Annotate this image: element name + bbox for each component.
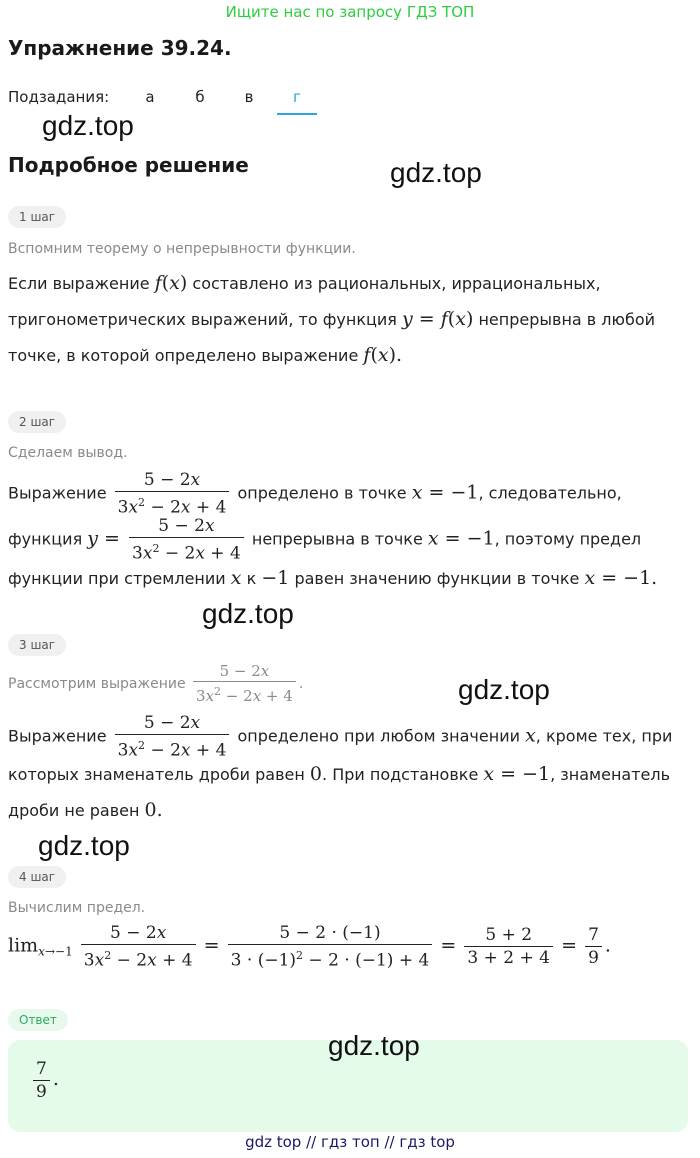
- step-text: определено при любом значении: [237, 726, 520, 746]
- math-expression: f: [440, 308, 448, 330]
- section-title: Подробное решение: [8, 153, 249, 177]
- math-expression: x: [377, 344, 389, 366]
- step-hint: Сделаем вывод.: [8, 445, 128, 461]
- math-expression: .: [604, 934, 611, 957]
- step-text: Выражение: [8, 726, 107, 746]
- answer-denominator: 9: [33, 1080, 50, 1103]
- math-expression: (: [447, 308, 456, 330]
- subtask-tab-a[interactable]: а: [145, 88, 155, 106]
- step-text: , кроме тех, при: [535, 726, 673, 746]
- fraction: $\frac{5 - 2 \cdot (-1)}{3 \cdot (-1)^2 - 2 \cdot (-1) + 4}$: [228, 922, 433, 972]
- fraction: $\frac{5 - 2x}{3x^2 - 2x + 4}$: [193, 662, 296, 706]
- math-expression: x: [411, 481, 423, 504]
- step-text: точке, в которой определено выражение: [8, 346, 359, 365]
- subtask-tab-v[interactable]: в: [244, 88, 254, 106]
- fraction: $\frac{5 - 2x}{3x^2 - 2x + 4}$: [115, 469, 230, 519]
- watermark: gdz.top: [458, 674, 550, 705]
- math-expression: 0: [309, 763, 323, 785]
- step-badge: 2 шаг: [8, 411, 66, 433]
- math-expression: = −1: [494, 763, 551, 785]
- fraction: $\frac{5 + 2}{3 + 2 + 4}$: [464, 924, 553, 969]
- math-expression: (: [370, 344, 378, 366]
- step-text: равен значению функции в точке: [294, 569, 580, 588]
- step-text-line: [8, 662, 303, 706]
- step-text-line: [8, 344, 402, 366]
- watermark: gdz.top: [390, 157, 482, 188]
- step-text: Выражение: [8, 483, 107, 503]
- step-text: которых знаменатель дроби равен: [8, 765, 305, 784]
- math-expression: = −1: [438, 527, 495, 550]
- math-expression: (: [161, 272, 170, 294]
- math-expression: ): [179, 272, 188, 294]
- step-text: непрерывна в любой: [478, 310, 656, 329]
- math-expression: =: [440, 934, 457, 957]
- footer: gdz top // гдз топ // гдз top: [245, 1133, 455, 1151]
- math-expression: =: [412, 308, 441, 330]
- math-expression: lim: [8, 934, 39, 957]
- step-text: к: [246, 569, 257, 588]
- subtask-tab-g[interactable]: г: [293, 88, 301, 106]
- fraction: $\frac{5 - 2x}{3x^2 - 2x + 4}$: [81, 922, 196, 972]
- step-text-line: [8, 469, 622, 519]
- math-expression: −1: [261, 567, 290, 589]
- math-expression: x: [427, 527, 439, 550]
- step-text: , знаменатель: [550, 765, 671, 784]
- math-expression: 0.: [144, 799, 163, 821]
- step-text: определено в точке: [237, 483, 407, 503]
- top-banner: Ищите нас по запросу ГДЗ ТОП: [225, 3, 475, 21]
- answer-fraction: [33, 1058, 50, 1103]
- watermark: gdz.top: [202, 598, 294, 629]
- math-expression: x: [38, 944, 45, 959]
- math-expression: =: [203, 934, 220, 957]
- math-expression: x: [525, 724, 536, 747]
- math-expression: = −1.: [595, 567, 658, 589]
- fraction: $\frac{5 - 2x}{3x^2 - 2x + 4}$: [129, 515, 244, 565]
- limit-equation: [8, 922, 611, 972]
- step-text-line: [8, 515, 641, 565]
- step-text: , поэтому предел: [494, 529, 642, 549]
- step-text-line: [8, 308, 655, 330]
- fraction: $\frac{5 - 2x}{3x^2 - 2x + 4}$: [115, 712, 230, 762]
- step-text: составлено из рациональных, иррациональных,: [192, 274, 601, 293]
- watermark: gdz.top: [42, 110, 134, 141]
- step-text: Если выражение: [8, 274, 150, 293]
- math-expression: f: [154, 272, 162, 294]
- step-badge: 4 шаг: [8, 866, 66, 888]
- step-text: функции при стремлении: [8, 569, 226, 588]
- step-text: , следовательно,: [478, 483, 622, 503]
- step-hint: Рассмотрим выражение: [8, 676, 186, 692]
- math-expression: .: [52, 1068, 59, 1090]
- math-expression: y: [402, 308, 413, 330]
- watermark: gdz.top: [328, 1030, 420, 1061]
- step-badge: 1 шаг: [8, 206, 66, 228]
- math-expression: x: [230, 567, 242, 589]
- math-expression: x: [584, 567, 596, 589]
- answer-value: [30, 1058, 59, 1103]
- math-expression: =: [98, 527, 127, 550]
- step-text-line: [8, 763, 670, 785]
- math-expression: →−1: [44, 944, 73, 959]
- watermark: gdz.top: [38, 830, 130, 861]
- math-expression: x: [455, 308, 466, 330]
- math-expression: x: [483, 763, 495, 785]
- step-text: функция: [8, 529, 83, 549]
- step-text-line: [8, 567, 657, 589]
- step-text-line: [8, 272, 601, 294]
- step-hint: Вычислим предел.: [8, 900, 146, 916]
- subtask-tab-b[interactable]: б: [195, 88, 205, 106]
- math-expression: ): [465, 308, 474, 330]
- step-hint: Вспомним теорему о непрерывности функции.: [8, 241, 356, 257]
- answer-numerator: 7: [36, 1059, 47, 1079]
- punctuation: .: [298, 676, 304, 692]
- step-text: дроби не равен: [8, 801, 140, 820]
- math-expression: x: [169, 272, 180, 294]
- step-badge: 3 шаг: [8, 634, 66, 656]
- exercise-title: Упражнение 39.24.: [8, 36, 232, 60]
- math-expression: f: [363, 344, 371, 366]
- subtasks-label: Подзадания:: [8, 88, 110, 106]
- step-text-line: [8, 712, 672, 762]
- active-tab-underline: [277, 113, 317, 115]
- step-text: . При подстановке: [322, 765, 479, 784]
- step-text-line: [8, 799, 163, 821]
- step-text: непрерывна в точке: [251, 529, 423, 549]
- math-expression: = −1: [422, 481, 479, 504]
- fraction: $\frac{7}{9}$: [585, 924, 602, 969]
- step-text: тригонометрических выражений, то функция: [8, 310, 397, 329]
- answer-badge: Ответ: [8, 1009, 68, 1031]
- math-expression: =: [561, 934, 577, 957]
- math-expression: ).: [388, 344, 403, 366]
- math-expression: y: [87, 527, 99, 550]
